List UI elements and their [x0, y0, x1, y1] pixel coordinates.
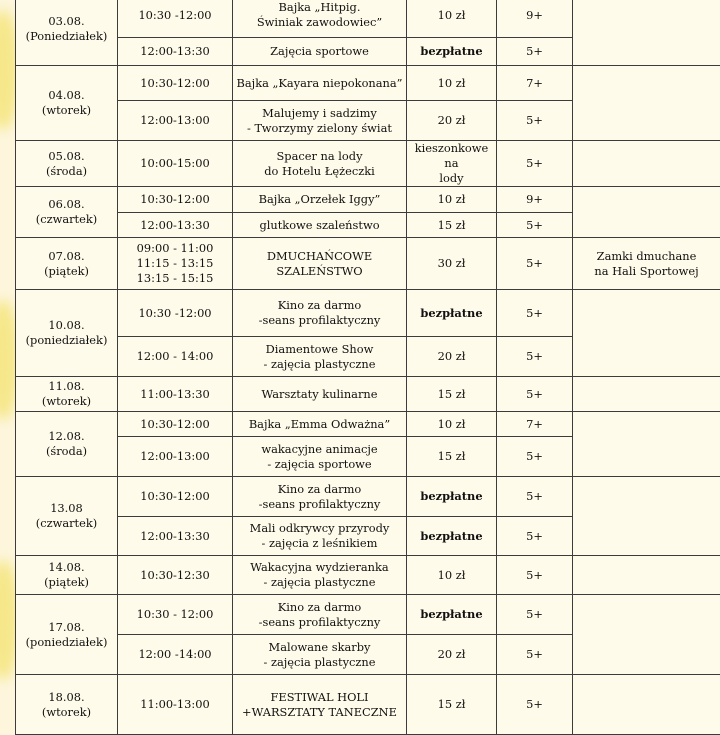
age-cell: 5+ [497, 477, 573, 517]
age-cell: 5+ [497, 38, 573, 66]
table-row [16, 556, 720, 595]
weekday-label: (piątek) [18, 264, 115, 279]
time-cell: 10:30-12:00 [118, 412, 233, 437]
time-cell: 12:00-13:00 [118, 101, 233, 141]
table-row [16, 477, 720, 517]
time-cell: 12:00-13:30 [118, 517, 233, 556]
event-cell: Bajka „Hitpig. Świniak zawodowiec” [233, 0, 407, 38]
price-cell: 10 zł [407, 556, 497, 595]
date-cell [16, 238, 118, 290]
age-cell: 5+ [497, 517, 573, 556]
event-cell: FESTIWAL HOLI +WARSZTATY TANECZNE [233, 675, 407, 735]
note-cell [573, 556, 720, 595]
note-cell [573, 477, 720, 556]
date-label: 06.08. [18, 197, 115, 212]
price-cell: 20 zł [407, 101, 497, 141]
time-cell: 11:00-13:00 [118, 675, 233, 735]
time-cell: 10:30 -12:00 [118, 290, 233, 337]
event-cell: Zajęcia sportowe [233, 38, 407, 66]
date-label: 03.08. [18, 14, 115, 29]
age-cell: 7+ [497, 412, 573, 437]
event-cell: Bajka „Emma Odważna” [233, 412, 407, 437]
price-cell: 30 zł [407, 238, 497, 290]
table-row [16, 66, 720, 101]
note-cell [573, 141, 720, 187]
event-cell: DMUCHAŃCOWE SZALEŃSTWO [233, 238, 407, 290]
note-cell [573, 377, 720, 412]
note-cell [573, 66, 720, 141]
schedule-table [15, 0, 720, 735]
date-label: 05.08. [18, 149, 115, 164]
date-cell [16, 141, 118, 187]
price-cell: 10 zł [407, 0, 497, 38]
age-cell: 5+ [497, 675, 573, 735]
note-cell [573, 412, 720, 477]
table-row [16, 141, 720, 187]
age-cell: 5+ [497, 556, 573, 595]
time-cell: 10:30-12:00 [118, 477, 233, 517]
date-label: 13.08 [18, 501, 115, 516]
date-label: 14.08. [18, 560, 115, 575]
table-row [16, 377, 720, 412]
weekday-label: (czwartek) [18, 212, 115, 227]
note-cell: Zamki dmuchane na Hali Sportowej [573, 238, 720, 290]
age-cell: 5+ [497, 337, 573, 377]
price-cell: 20 zł [407, 337, 497, 377]
age-cell: 9+ [497, 0, 573, 38]
time-cell: 10:30-12:30 [118, 556, 233, 595]
time-cell: 12:00 - 14:00 [118, 337, 233, 377]
date-label: 07.08. [18, 249, 115, 264]
date-label: 10.08. [18, 318, 115, 333]
date-label: 18.08. [18, 690, 115, 705]
date-label: 04.08. [18, 88, 115, 103]
note-cell [573, 290, 720, 377]
table-row [16, 0, 720, 38]
event-cell: Kino za darmo -seans profilaktyczny [233, 290, 407, 337]
date-cell [16, 377, 118, 412]
note-cell [573, 0, 720, 66]
time-cell: 10:30 - 12:00 [118, 595, 233, 635]
age-cell: 9+ [497, 187, 573, 213]
event-cell: Malowane skarby - zajęcia plastyczne [233, 635, 407, 675]
time-cell: 11:00-13:30 [118, 377, 233, 412]
date-cell [16, 66, 118, 141]
age-cell: 5+ [497, 213, 573, 238]
table-row [16, 412, 720, 437]
time-cell: 09:00 - 11:00 11:15 - 13:15 13:15 - 15:15 [118, 238, 233, 290]
weekday-label: (wtorek) [18, 705, 115, 720]
date-label: 11.08. [18, 379, 115, 394]
time-cell: 10:00-15:00 [118, 141, 233, 187]
weekday-label: (poniedziałek) [18, 635, 115, 650]
weekday-label: (wtorek) [18, 394, 115, 409]
date-label: 12.08. [18, 429, 115, 444]
age-cell: 5+ [497, 377, 573, 412]
table-row [16, 595, 720, 635]
table-row [16, 290, 720, 337]
event-cell: Warsztaty kulinarne [233, 377, 407, 412]
price-cell: bezpłatne [407, 290, 497, 337]
date-cell [16, 556, 118, 595]
date-cell [16, 595, 118, 675]
event-cell: Kino za darmo -seans profilaktyczny [233, 595, 407, 635]
weekday-label: (środa) [18, 444, 115, 459]
price-cell: 15 zł [407, 213, 497, 238]
price-cell: bezpłatne [407, 517, 497, 556]
weekday-label: (czwartek) [18, 516, 115, 531]
price-cell: bezpłatne [407, 477, 497, 517]
weekday-label: (piątek) [18, 575, 115, 590]
price-cell: kieszonkowe na lody [407, 141, 497, 187]
age-cell: 5+ [497, 437, 573, 477]
age-cell: 5+ [497, 101, 573, 141]
note-cell [573, 675, 720, 735]
age-cell: 5+ [497, 635, 573, 675]
age-cell: 5+ [497, 595, 573, 635]
date-cell [16, 477, 118, 556]
event-cell: Wakacyjna wydzieranka - zajęcia plastyczne [233, 556, 407, 595]
date-cell [16, 675, 118, 735]
weekday-label: (poniedziałek) [18, 333, 115, 348]
age-cell: 5+ [497, 141, 573, 187]
event-cell: Kino za darmo -seans profilaktyczny [233, 477, 407, 517]
date-cell [16, 187, 118, 238]
price-cell: 10 zł [407, 187, 497, 213]
time-cell: 12:00 -14:00 [118, 635, 233, 675]
event-cell: glutkowe szaleństwo [233, 213, 407, 238]
note-cell [573, 595, 720, 675]
time-cell: 10:30-12:00 [118, 187, 233, 213]
time-cell: 10:30-12:00 [118, 66, 233, 101]
event-cell: Malujemy i sadzimy - Tworzymy zielony świat [233, 101, 407, 141]
price-cell: 20 zł [407, 635, 497, 675]
price-cell: bezpłatne [407, 595, 497, 635]
time-cell: 12:00-13:30 [118, 213, 233, 238]
event-cell: Mali odkrywcy przyrody - zajęcia z leśnikiem [233, 517, 407, 556]
event-cell: Spacer na lody do Hotelu Łężeczki [233, 141, 407, 187]
table-row [16, 187, 720, 213]
price-cell: 15 zł [407, 377, 497, 412]
time-cell: 12:00-13:30 [118, 38, 233, 66]
weekday-label: (środa) [18, 164, 115, 179]
age-cell: 5+ [497, 290, 573, 337]
price-cell: 10 zł [407, 66, 497, 101]
date-cell [16, 0, 118, 66]
weekday-label: (wtorek) [18, 103, 115, 118]
table-row [16, 675, 720, 735]
event-cell: Bajka „Kayara niepokonana” [233, 66, 407, 101]
price-cell: 15 zł [407, 675, 497, 735]
time-cell: 12:00-13:00 [118, 437, 233, 477]
price-cell: 15 zł [407, 437, 497, 477]
event-cell: wakacyjne animacje - zajęcia sportowe [233, 437, 407, 477]
date-cell [16, 412, 118, 477]
price-cell: bezpłatne [407, 38, 497, 66]
age-cell: 5+ [497, 238, 573, 290]
age-cell: 7+ [497, 66, 573, 101]
event-cell: Diamentowe Show - zajęcia plastyczne [233, 337, 407, 377]
date-label: 17.08. [18, 620, 115, 635]
note-cell [573, 187, 720, 238]
weekday-label: (Poniedziałek) [18, 29, 115, 44]
price-cell: 10 zł [407, 412, 497, 437]
time-cell: 10:30 -12:00 [118, 0, 233, 38]
date-cell [16, 290, 118, 377]
event-cell: Bajka „Orzełek Iggy” [233, 187, 407, 213]
table-row [16, 238, 720, 290]
